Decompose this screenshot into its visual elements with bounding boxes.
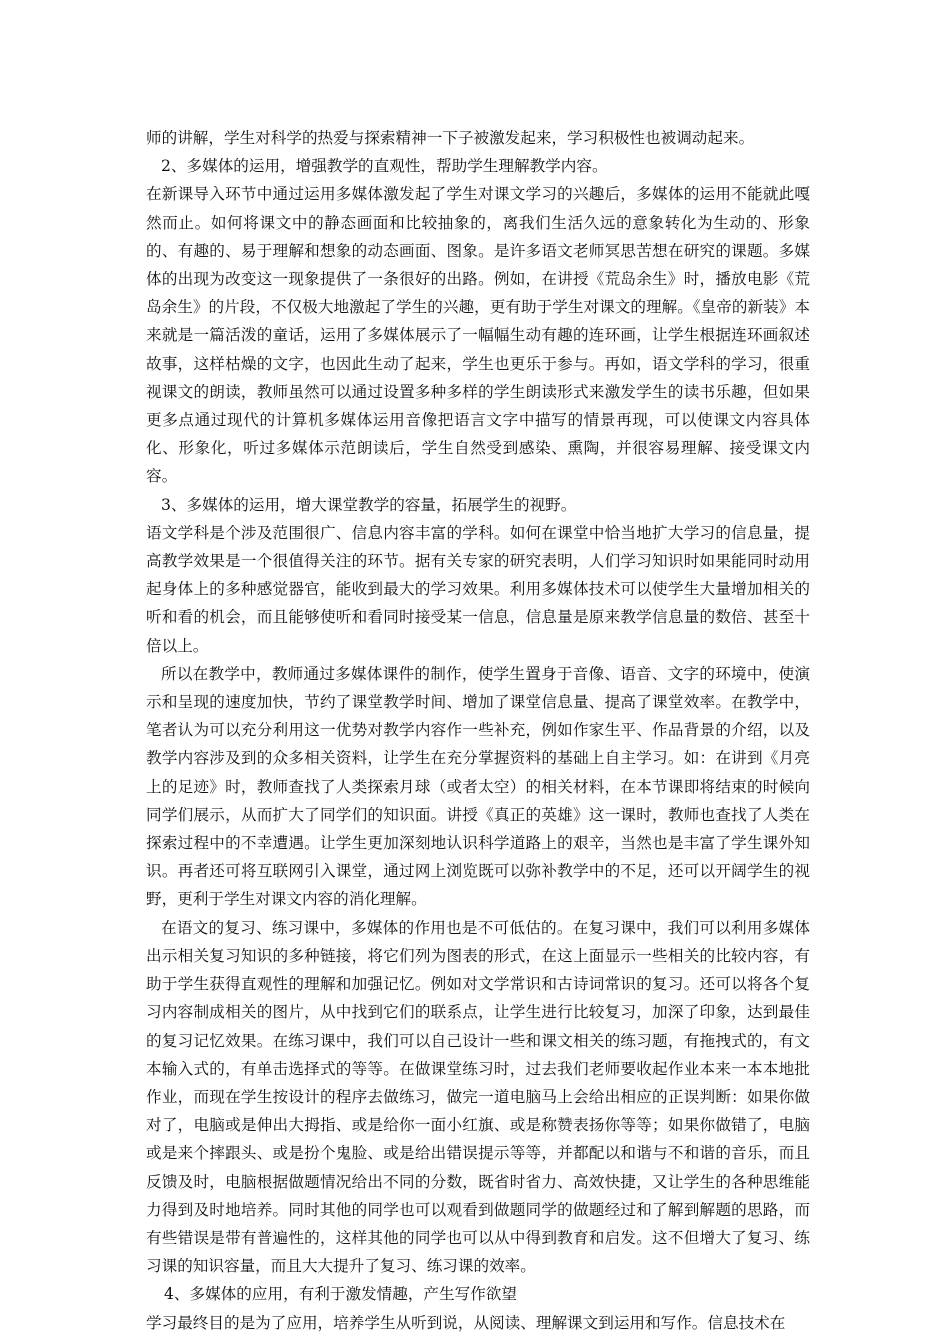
- paragraph: 语文学科是个涉及范围很广、信息内容丰富的学科。如何在课堂中恰当地扩大学习的信息量，提高教学效果是一个很值得关注的环节。据有关专家的研究表明，人们学习知识时如果能同时动用起身体上的多种感觉器官，能收到最大的学习效果。利用多媒体技术可以使学生大量增加相关的听和看的机会，而且能够使听和看同时接受某一信息，信息量是原来教学信息量的数倍、甚至十倍以上。: [146, 523, 810, 655]
- document-body: [146, 124, 810, 1337]
- paragraph: 在新课导入环节中通过运用多媒体激发起了学生对课文学习的兴趣后，多媒体的运用不能就此嘎然而止。如何将课文中的静态画面和比较抽象的，离我们生活久远的意象转化为生动的、形象的、有趣的、易于理解和想象的动态画面、图象。是许多语文老师冥思苦想在研究的课题。多媒体的出现为改变这一现象提供了一条很好的出路。例如，在讲授《荒岛余生》时，播放电影《荒岛余生》的片段，不仅极大地激起了学生的兴趣，更有助于学生对课文的理解。《皇帝的新装》本来就是一篇活泼的童话，运用了多媒体展示了一幅幅生动有趣的连环画，让学生根据连环画叙述故事，这样枯燥的文字，也因此生动了起来，学生也更乐于参与。再如，语文学科的学习，很重视课文的朗读，教师虽然可以通过设置多种多样的学生朗读形式来激发学生的读书乐趣，但如果更多点通过现代的计算机多媒体运用音像把语言文字中描写的情景再现，可以使课文内容具体化、形象化，听过多媒体示范朗读后，学生自然受到感染、熏陶，并很容易理解、接受课文内容。: [146, 185, 810, 486]
- section-heading-2: 2、多媒体的运用，增强教学的直观性，帮助学生理解教学内容。: [161, 157, 608, 176]
- paragraph: 所以在教学中，教师通过多媒体课件的制作，使学生置身于音像、语音、文字的环境中，使演示和呈现的速度加快，节约了课堂教学时间、增加了课堂信息量、提高了课堂效率。在教学中，笔者认为可以充分利用这一优势对教学内容作一些补充，例如作家生平、作品背景的介绍，以及教学内容涉及到的众多相关资料，让学生在充分掌握资料的基础上自主学习。如：在讲到《月亮上的足迹》时，教师查找了人类探索月球（或者太空）的相关材料，在本节课即将结束的时候向同学们展示，从而扩大了同学们的知识面。讲授《真正的英雄》这一课时，教师也查找了人类在探索过程中的不幸遭遇。让学生更加深刻地认识科学道路上的艰辛，当然也是丰富了学生课外知识。再者还可将互联网引入课堂，通过网上浏览既可以弥补教学中的不足，还可以开阔学生的视野，更利于学生对课文内容的消化理解。: [146, 664, 810, 909]
- section-heading-3: 3、多媒体的运用，增大课堂教学的容量，拓展学生的视野。: [161, 495, 577, 514]
- paragraph: 在语文的复习、练习课中，多媒体的作用也是不可低估的。在复习课中，我们可以利用多媒体出示相关复习知识的多种链接，将它们列为图表的形式，在这上面显示一些相关的比较内容，有助于学生获得直观性的理解和加强记忆。例如对文学常识和古诗词常识的复习。还可以将各个复习内容制成相关的图片，从中找到它们的联系点，让学生进行比较复习，加深了印象，达到最佳的复习记忆效果。在练习课中，我们可以自己设计一些和课文相关的练习题，有拖拽式的，有文本输入式的，有单击选择式的等等。在做课堂练习时，过去我们老师要收起作业本来一本本地批作业，而现在学生按设计的程序去做练习，做完一道电脑马上会给出相应的正误判断：如果你做对了，电脑或是伸出大拇指、或是给你一面小红旗、或是称赞表扬你等等；如果你做错了，电脑或是来个摔跟头、或是扮个鬼脸、或是给出错误提示等等，并都配以和谐与不和谐的音乐，而且反馈及时，电脑根据做题情况给出不同的分数，既省时省力、高效快捷，又让学生的各种思维能力得到及时地培养。同时其他的同学也可以观看到做题同学的做题经过和了解到解题的思路，而有些错误是带有普遍性的，这样其他的同学也可以从中得到教育和启发。这不但增大了复习、练习课的知识容量，而且大大提升了复习、练习课的效率。: [146, 918, 810, 1276]
- paragraph-truncated: 学习最终目的是为了应用，培养学生从听到说，从阅读、理解课文到运用和写作。信息技术在: [146, 1313, 786, 1332]
- paragraph-continuation: 师的讲解，学生对科学的热爱与探索精神一下子被激发起来，学习积极性也被调动起来。: [146, 129, 755, 147]
- section-heading-4: 4、多媒体的应用，有利于激发情趣，产生写作欲望: [164, 1285, 517, 1304]
